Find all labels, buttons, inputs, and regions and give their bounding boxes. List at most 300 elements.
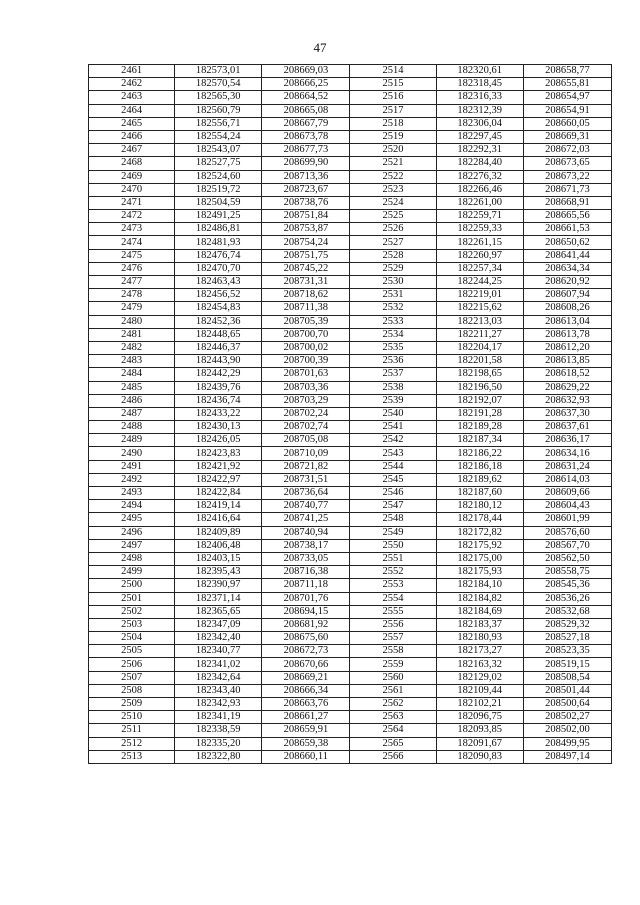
- y-coordinate-left-cell: 208723,67: [262, 183, 350, 196]
- table-row: [89, 117, 612, 130]
- point-number-right-cell: 2530: [350, 276, 436, 289]
- y-coordinate-right-cell: 208654,97: [523, 91, 611, 104]
- y-coordinate-left-cell: 208703,36: [262, 381, 350, 394]
- x-coordinate-left-cell: 182565,30: [175, 91, 262, 104]
- table-row: [89, 157, 612, 170]
- x-coordinate-left-cell: 182443,90: [175, 355, 262, 368]
- table-row: [89, 487, 612, 500]
- point-number-right-cell: 2552: [350, 566, 436, 579]
- y-coordinate-right-cell: 208609,66: [523, 487, 611, 500]
- y-coordinate-left-cell: 208738,76: [262, 196, 350, 209]
- point-number-right-cell: 2559: [350, 658, 436, 671]
- point-number-right-cell: 2562: [350, 698, 436, 711]
- table-row: [89, 236, 612, 249]
- point-number-left-cell: 2479: [89, 302, 175, 315]
- point-number-left-cell: 2499: [89, 566, 175, 579]
- y-coordinate-left-cell: 208711,18: [262, 579, 350, 592]
- point-number-left-cell: 2466: [89, 130, 175, 143]
- point-number-left-cell: 2474: [89, 236, 175, 249]
- point-number-right-cell: 2547: [350, 500, 436, 513]
- x-coordinate-right-cell: 182196,50: [436, 381, 523, 394]
- y-coordinate-right-cell: 208637,30: [523, 407, 611, 420]
- point-number-right-cell: 2564: [350, 724, 436, 737]
- point-number-left-cell: 2483: [89, 355, 175, 368]
- x-coordinate-right-cell: 182175,92: [436, 539, 523, 552]
- point-number-right-cell: 2525: [350, 210, 436, 223]
- point-number-left-cell: 2493: [89, 487, 175, 500]
- y-coordinate-right-cell: 208665,56: [523, 210, 611, 223]
- x-coordinate-left-cell: 182527,75: [175, 157, 262, 170]
- x-coordinate-right-cell: 182260,97: [436, 249, 523, 262]
- y-coordinate-left-cell: 208731,31: [262, 276, 350, 289]
- point-number-left-cell: 2486: [89, 394, 175, 407]
- y-coordinate-right-cell: 208545,36: [523, 579, 611, 592]
- y-coordinate-left-cell: 208701,76: [262, 592, 350, 605]
- x-coordinate-right-cell: 182189,28: [436, 421, 523, 434]
- x-coordinate-right-cell: 182184,69: [436, 605, 523, 618]
- x-coordinate-right-cell: 182184,82: [436, 592, 523, 605]
- point-number-right-cell: 2548: [350, 513, 436, 526]
- point-number-right-cell: 2529: [350, 262, 436, 275]
- point-number-right-cell: 2526: [350, 223, 436, 236]
- x-coordinate-right-cell: 182297,45: [436, 130, 523, 143]
- point-number-left-cell: 2469: [89, 170, 175, 183]
- y-coordinate-left-cell: 208721,82: [262, 460, 350, 473]
- y-coordinate-right-cell: 208502,27: [523, 711, 611, 724]
- point-number-right-cell: 2560: [350, 671, 436, 684]
- y-coordinate-left-cell: 208669,21: [262, 671, 350, 684]
- y-coordinate-right-cell: 208632,93: [523, 394, 611, 407]
- y-coordinate-right-cell: 208673,22: [523, 170, 611, 183]
- x-coordinate-right-cell: 182163,32: [436, 658, 523, 671]
- x-coordinate-right-cell: 182180,93: [436, 632, 523, 645]
- point-number-left-cell: 2509: [89, 698, 175, 711]
- point-number-right-cell: 2533: [350, 315, 436, 328]
- x-coordinate-right-cell: 182173,27: [436, 645, 523, 658]
- x-coordinate-left-cell: 182347,09: [175, 618, 262, 631]
- y-coordinate-left-cell: 208751,75: [262, 249, 350, 262]
- point-number-right-cell: 2543: [350, 447, 436, 460]
- y-coordinate-right-cell: 208618,52: [523, 368, 611, 381]
- point-number-right-cell: 2550: [350, 539, 436, 552]
- table-row: [89, 249, 612, 262]
- point-number-right-cell: 2531: [350, 289, 436, 302]
- point-number-left-cell: 2504: [89, 632, 175, 645]
- x-coordinate-right-cell: 182320,61: [436, 65, 523, 78]
- point-number-right-cell: 2519: [350, 130, 436, 143]
- y-coordinate-left-cell: 208672,73: [262, 645, 350, 658]
- table-row: [89, 473, 612, 486]
- x-coordinate-right-cell: 182175,00: [436, 552, 523, 565]
- x-coordinate-left-cell: 182573,01: [175, 65, 262, 78]
- y-coordinate-left-cell: 208664,52: [262, 91, 350, 104]
- point-number-left-cell: 2510: [89, 711, 175, 724]
- point-number-right-cell: 2521: [350, 157, 436, 170]
- point-number-left-cell: 2480: [89, 315, 175, 328]
- x-coordinate-right-cell: 182266,46: [436, 183, 523, 196]
- x-coordinate-right-cell: 182306,04: [436, 117, 523, 130]
- point-number-left-cell: 2506: [89, 658, 175, 671]
- y-coordinate-right-cell: 208637,61: [523, 421, 611, 434]
- table-row: [89, 737, 612, 750]
- point-number-right-cell: 2551: [350, 552, 436, 565]
- y-coordinate-right-cell: 208671,73: [523, 183, 611, 196]
- point-number-left-cell: 2473: [89, 223, 175, 236]
- x-coordinate-left-cell: 182422,97: [175, 473, 262, 486]
- x-coordinate-left-cell: 182486,81: [175, 223, 262, 236]
- y-coordinate-right-cell: 208562,50: [523, 552, 611, 565]
- table-row: [89, 170, 612, 183]
- point-number-right-cell: 2554: [350, 592, 436, 605]
- point-number-left-cell: 2495: [89, 513, 175, 526]
- x-coordinate-right-cell: 182318,45: [436, 78, 523, 91]
- point-number-left-cell: 2468: [89, 157, 175, 170]
- point-number-right-cell: 2527: [350, 236, 436, 249]
- point-number-left-cell: 2508: [89, 684, 175, 697]
- x-coordinate-right-cell: 182292,31: [436, 144, 523, 157]
- x-coordinate-left-cell: 182342,93: [175, 698, 262, 711]
- coordinates-table-body: [89, 65, 612, 764]
- table-row: [89, 355, 612, 368]
- y-coordinate-right-cell: 208601,99: [523, 513, 611, 526]
- point-number-left-cell: 2475: [89, 249, 175, 262]
- point-number-left-cell: 2482: [89, 341, 175, 354]
- table-row: [89, 632, 612, 645]
- table-row: [89, 460, 612, 473]
- point-number-left-cell: 2502: [89, 605, 175, 618]
- point-number-left-cell: 2484: [89, 368, 175, 381]
- y-coordinate-left-cell: 208711,38: [262, 302, 350, 315]
- x-coordinate-left-cell: 182341,19: [175, 711, 262, 724]
- x-coordinate-right-cell: 182102,21: [436, 698, 523, 711]
- y-coordinate-right-cell: 208661,53: [523, 223, 611, 236]
- x-coordinate-left-cell: 182570,54: [175, 78, 262, 91]
- point-number-left-cell: 2489: [89, 434, 175, 447]
- y-coordinate-right-cell: 208613,04: [523, 315, 611, 328]
- point-number-left-cell: 2500: [89, 579, 175, 592]
- point-number-right-cell: 2545: [350, 473, 436, 486]
- y-coordinate-left-cell: 208751,84: [262, 210, 350, 223]
- point-number-right-cell: 2549: [350, 526, 436, 539]
- point-number-right-cell: 2517: [350, 104, 436, 117]
- point-number-left-cell: 2472: [89, 210, 175, 223]
- point-number-left-cell: 2485: [89, 381, 175, 394]
- y-coordinate-right-cell: 208631,24: [523, 460, 611, 473]
- point-number-left-cell: 2496: [89, 526, 175, 539]
- point-number-right-cell: 2539: [350, 394, 436, 407]
- point-number-right-cell: 2541: [350, 421, 436, 434]
- x-coordinate-right-cell: 182191,28: [436, 407, 523, 420]
- point-number-left-cell: 2476: [89, 262, 175, 275]
- y-coordinate-left-cell: 208713,36: [262, 170, 350, 183]
- table-row: [89, 289, 612, 302]
- point-number-left-cell: 2494: [89, 500, 175, 513]
- x-coordinate-right-cell: 182219,01: [436, 289, 523, 302]
- y-coordinate-left-cell: 208669,03: [262, 65, 350, 78]
- y-coordinate-right-cell: 208608,26: [523, 302, 611, 315]
- point-number-right-cell: 2566: [350, 750, 436, 763]
- x-coordinate-left-cell: 182365,65: [175, 605, 262, 618]
- y-coordinate-right-cell: 208607,94: [523, 289, 611, 302]
- point-number-right-cell: 2520: [350, 144, 436, 157]
- y-coordinate-left-cell: 208740,94: [262, 526, 350, 539]
- x-coordinate-right-cell: 182178,44: [436, 513, 523, 526]
- x-coordinate-right-cell: 182189,62: [436, 473, 523, 486]
- y-coordinate-left-cell: 208716,38: [262, 566, 350, 579]
- y-coordinate-right-cell: 208497,14: [523, 750, 611, 763]
- table-row: [89, 579, 612, 592]
- point-number-right-cell: 2532: [350, 302, 436, 315]
- table-row: [89, 262, 612, 275]
- y-coordinate-left-cell: 208702,24: [262, 407, 350, 420]
- point-number-right-cell: 2528: [350, 249, 436, 262]
- y-coordinate-right-cell: 208536,26: [523, 592, 611, 605]
- y-coordinate-right-cell: 208673,65: [523, 157, 611, 170]
- table-row: [89, 447, 612, 460]
- x-coordinate-right-cell: 182312,39: [436, 104, 523, 117]
- table-row: [89, 513, 612, 526]
- x-coordinate-left-cell: 182556,71: [175, 117, 262, 130]
- x-coordinate-left-cell: 182560,79: [175, 104, 262, 117]
- y-coordinate-left-cell: 208659,38: [262, 737, 350, 750]
- point-number-left-cell: 2487: [89, 407, 175, 420]
- table-row: [89, 684, 612, 697]
- y-coordinate-right-cell: 208523,35: [523, 645, 611, 658]
- table-row: [89, 526, 612, 539]
- x-coordinate-left-cell: 182395,43: [175, 566, 262, 579]
- point-number-left-cell: 2478: [89, 289, 175, 302]
- x-coordinate-left-cell: 182481,93: [175, 236, 262, 249]
- x-coordinate-right-cell: 182192,07: [436, 394, 523, 407]
- point-number-right-cell: 2563: [350, 711, 436, 724]
- x-coordinate-left-cell: 182322,80: [175, 750, 262, 763]
- x-coordinate-right-cell: 182259,33: [436, 223, 523, 236]
- x-coordinate-left-cell: 182430,13: [175, 421, 262, 434]
- y-coordinate-right-cell: 208658,77: [523, 65, 611, 78]
- y-coordinate-right-cell: 208558,75: [523, 566, 611, 579]
- table-row: [89, 65, 612, 78]
- table-row: [89, 698, 612, 711]
- x-coordinate-left-cell: 182524,60: [175, 170, 262, 183]
- y-coordinate-right-cell: 208650,62: [523, 236, 611, 249]
- y-coordinate-left-cell: 208677,73: [262, 144, 350, 157]
- y-coordinate-right-cell: 208532,68: [523, 605, 611, 618]
- point-number-right-cell: 2565: [350, 737, 436, 750]
- x-coordinate-right-cell: 182183,37: [436, 618, 523, 631]
- y-coordinate-left-cell: 208710,09: [262, 447, 350, 460]
- y-coordinate-right-cell: 208576,60: [523, 526, 611, 539]
- x-coordinate-right-cell: 182175,93: [436, 566, 523, 579]
- x-coordinate-right-cell: 182096,75: [436, 711, 523, 724]
- x-coordinate-left-cell: 182439,76: [175, 381, 262, 394]
- x-coordinate-left-cell: 182519,72: [175, 183, 262, 196]
- x-coordinate-left-cell: 182433,22: [175, 407, 262, 420]
- y-coordinate-right-cell: 208629,22: [523, 381, 611, 394]
- table-row: [89, 144, 612, 157]
- point-number-right-cell: 2537: [350, 368, 436, 381]
- x-coordinate-right-cell: 182093,85: [436, 724, 523, 737]
- point-number-left-cell: 2465: [89, 117, 175, 130]
- x-coordinate-right-cell: 182316,33: [436, 91, 523, 104]
- x-coordinate-left-cell: 182343,40: [175, 684, 262, 697]
- table-row: [89, 407, 612, 420]
- x-coordinate-right-cell: 182187,34: [436, 434, 523, 447]
- point-number-left-cell: 2512: [89, 737, 175, 750]
- table-row: [89, 671, 612, 684]
- table-row: [89, 645, 612, 658]
- y-coordinate-left-cell: 208666,25: [262, 78, 350, 91]
- y-coordinate-right-cell: 208660,05: [523, 117, 611, 130]
- y-coordinate-left-cell: 208738,17: [262, 539, 350, 552]
- y-coordinate-left-cell: 208701,63: [262, 368, 350, 381]
- table-row: [89, 500, 612, 513]
- point-number-right-cell: 2556: [350, 618, 436, 631]
- point-number-left-cell: 2471: [89, 196, 175, 209]
- x-coordinate-right-cell: 182211,27: [436, 328, 523, 341]
- x-coordinate-left-cell: 182554,24: [175, 130, 262, 143]
- table-row: [89, 276, 612, 289]
- x-coordinate-right-cell: 182201,58: [436, 355, 523, 368]
- x-coordinate-left-cell: 182341,02: [175, 658, 262, 671]
- x-coordinate-left-cell: 182421,92: [175, 460, 262, 473]
- point-number-left-cell: 2513: [89, 750, 175, 763]
- x-coordinate-right-cell: 182187,60: [436, 487, 523, 500]
- x-coordinate-left-cell: 182448,65: [175, 328, 262, 341]
- point-number-right-cell: 2557: [350, 632, 436, 645]
- table-row: [89, 302, 612, 315]
- table-row: [89, 341, 612, 354]
- x-coordinate-right-cell: 182215,62: [436, 302, 523, 315]
- point-number-right-cell: 2518: [350, 117, 436, 130]
- point-number-left-cell: 2498: [89, 552, 175, 565]
- y-coordinate-right-cell: 208499,95: [523, 737, 611, 750]
- y-coordinate-right-cell: 208500,64: [523, 698, 611, 711]
- x-coordinate-right-cell: 182186,22: [436, 447, 523, 460]
- table-row: [89, 78, 612, 91]
- y-coordinate-left-cell: 208667,79: [262, 117, 350, 130]
- y-coordinate-left-cell: 208663,76: [262, 698, 350, 711]
- x-coordinate-right-cell: 182204,17: [436, 341, 523, 354]
- point-number-right-cell: 2542: [350, 434, 436, 447]
- y-coordinate-right-cell: 208529,32: [523, 618, 611, 631]
- point-number-right-cell: 2553: [350, 579, 436, 592]
- table-row: [89, 592, 612, 605]
- y-coordinate-left-cell: 208666,34: [262, 684, 350, 697]
- point-number-left-cell: 2507: [89, 671, 175, 684]
- table-row: [89, 552, 612, 565]
- point-number-right-cell: 2540: [350, 407, 436, 420]
- x-coordinate-left-cell: 182442,29: [175, 368, 262, 381]
- point-number-left-cell: 2461: [89, 65, 175, 78]
- y-coordinate-right-cell: 208612,20: [523, 341, 611, 354]
- table-row: [89, 104, 612, 117]
- y-coordinate-left-cell: 208681,92: [262, 618, 350, 631]
- x-coordinate-right-cell: 182172,82: [436, 526, 523, 539]
- table-row: [89, 328, 612, 341]
- table-row: [89, 210, 612, 223]
- point-number-left-cell: 2503: [89, 618, 175, 631]
- x-coordinate-left-cell: 182419,14: [175, 500, 262, 513]
- table-row: [89, 381, 612, 394]
- x-coordinate-right-cell: 182109,44: [436, 684, 523, 697]
- table-row: [89, 434, 612, 447]
- y-coordinate-left-cell: 208731,51: [262, 473, 350, 486]
- y-coordinate-left-cell: 208673,78: [262, 130, 350, 143]
- x-coordinate-left-cell: 182409,89: [175, 526, 262, 539]
- x-coordinate-left-cell: 182338,59: [175, 724, 262, 737]
- point-number-right-cell: 2538: [350, 381, 436, 394]
- point-number-right-cell: 2561: [350, 684, 436, 697]
- page-number: 47: [313, 40, 327, 55]
- x-coordinate-left-cell: 182403,15: [175, 552, 262, 565]
- y-coordinate-left-cell: 208740,77: [262, 500, 350, 513]
- table-row: [89, 223, 612, 236]
- y-coordinate-left-cell: 208700,70: [262, 328, 350, 341]
- y-coordinate-left-cell: 208705,08: [262, 434, 350, 447]
- x-coordinate-right-cell: 182186,18: [436, 460, 523, 473]
- y-coordinate-left-cell: 208753,87: [262, 223, 350, 236]
- x-coordinate-right-cell: 182129,02: [436, 671, 523, 684]
- y-coordinate-left-cell: 208694,15: [262, 605, 350, 618]
- y-coordinate-right-cell: 208614,03: [523, 473, 611, 486]
- point-number-left-cell: 2464: [89, 104, 175, 117]
- x-coordinate-left-cell: 182476,74: [175, 249, 262, 262]
- x-coordinate-right-cell: 182090,83: [436, 750, 523, 763]
- table-row: [89, 183, 612, 196]
- point-number-right-cell: 2555: [350, 605, 436, 618]
- table-row: [89, 724, 612, 737]
- y-coordinate-right-cell: 208519,15: [523, 658, 611, 671]
- x-coordinate-left-cell: 182335,20: [175, 737, 262, 750]
- y-coordinate-left-cell: 208736,64: [262, 487, 350, 500]
- table-row: [89, 566, 612, 579]
- x-coordinate-right-cell: 182261,00: [436, 196, 523, 209]
- x-coordinate-left-cell: 182342,40: [175, 632, 262, 645]
- y-coordinate-right-cell: 208613,78: [523, 328, 611, 341]
- table-row: [89, 658, 612, 671]
- y-coordinate-left-cell: 208659,91: [262, 724, 350, 737]
- y-coordinate-left-cell: 208705,39: [262, 315, 350, 328]
- x-coordinate-left-cell: 182470,70: [175, 262, 262, 275]
- y-coordinate-left-cell: 208754,24: [262, 236, 350, 249]
- y-coordinate-right-cell: 208669,31: [523, 130, 611, 143]
- x-coordinate-left-cell: 182342,64: [175, 671, 262, 684]
- x-coordinate-right-cell: 182184,10: [436, 579, 523, 592]
- point-number-left-cell: 2491: [89, 460, 175, 473]
- point-number-left-cell: 2481: [89, 328, 175, 341]
- point-number-right-cell: 2524: [350, 196, 436, 209]
- y-coordinate-right-cell: 208508,54: [523, 671, 611, 684]
- point-number-right-cell: 2516: [350, 91, 436, 104]
- table-row: [89, 618, 612, 631]
- table-row: [89, 394, 612, 407]
- y-coordinate-left-cell: 208665,08: [262, 104, 350, 117]
- x-coordinate-left-cell: 182504,59: [175, 196, 262, 209]
- table-row: [89, 711, 612, 724]
- y-coordinate-left-cell: 208703,29: [262, 394, 350, 407]
- y-coordinate-left-cell: 208733,05: [262, 552, 350, 565]
- x-coordinate-left-cell: 182423,83: [175, 447, 262, 460]
- y-coordinate-right-cell: 208641,44: [523, 249, 611, 262]
- point-number-right-cell: 2514: [350, 65, 436, 78]
- point-number-left-cell: 2470: [89, 183, 175, 196]
- y-coordinate-right-cell: 208634,16: [523, 447, 611, 460]
- x-coordinate-right-cell: 182198,65: [436, 368, 523, 381]
- x-coordinate-left-cell: 182340,77: [175, 645, 262, 658]
- table-row: [89, 539, 612, 552]
- y-coordinate-left-cell: 208670,66: [262, 658, 350, 671]
- y-coordinate-left-cell: 208745,22: [262, 262, 350, 275]
